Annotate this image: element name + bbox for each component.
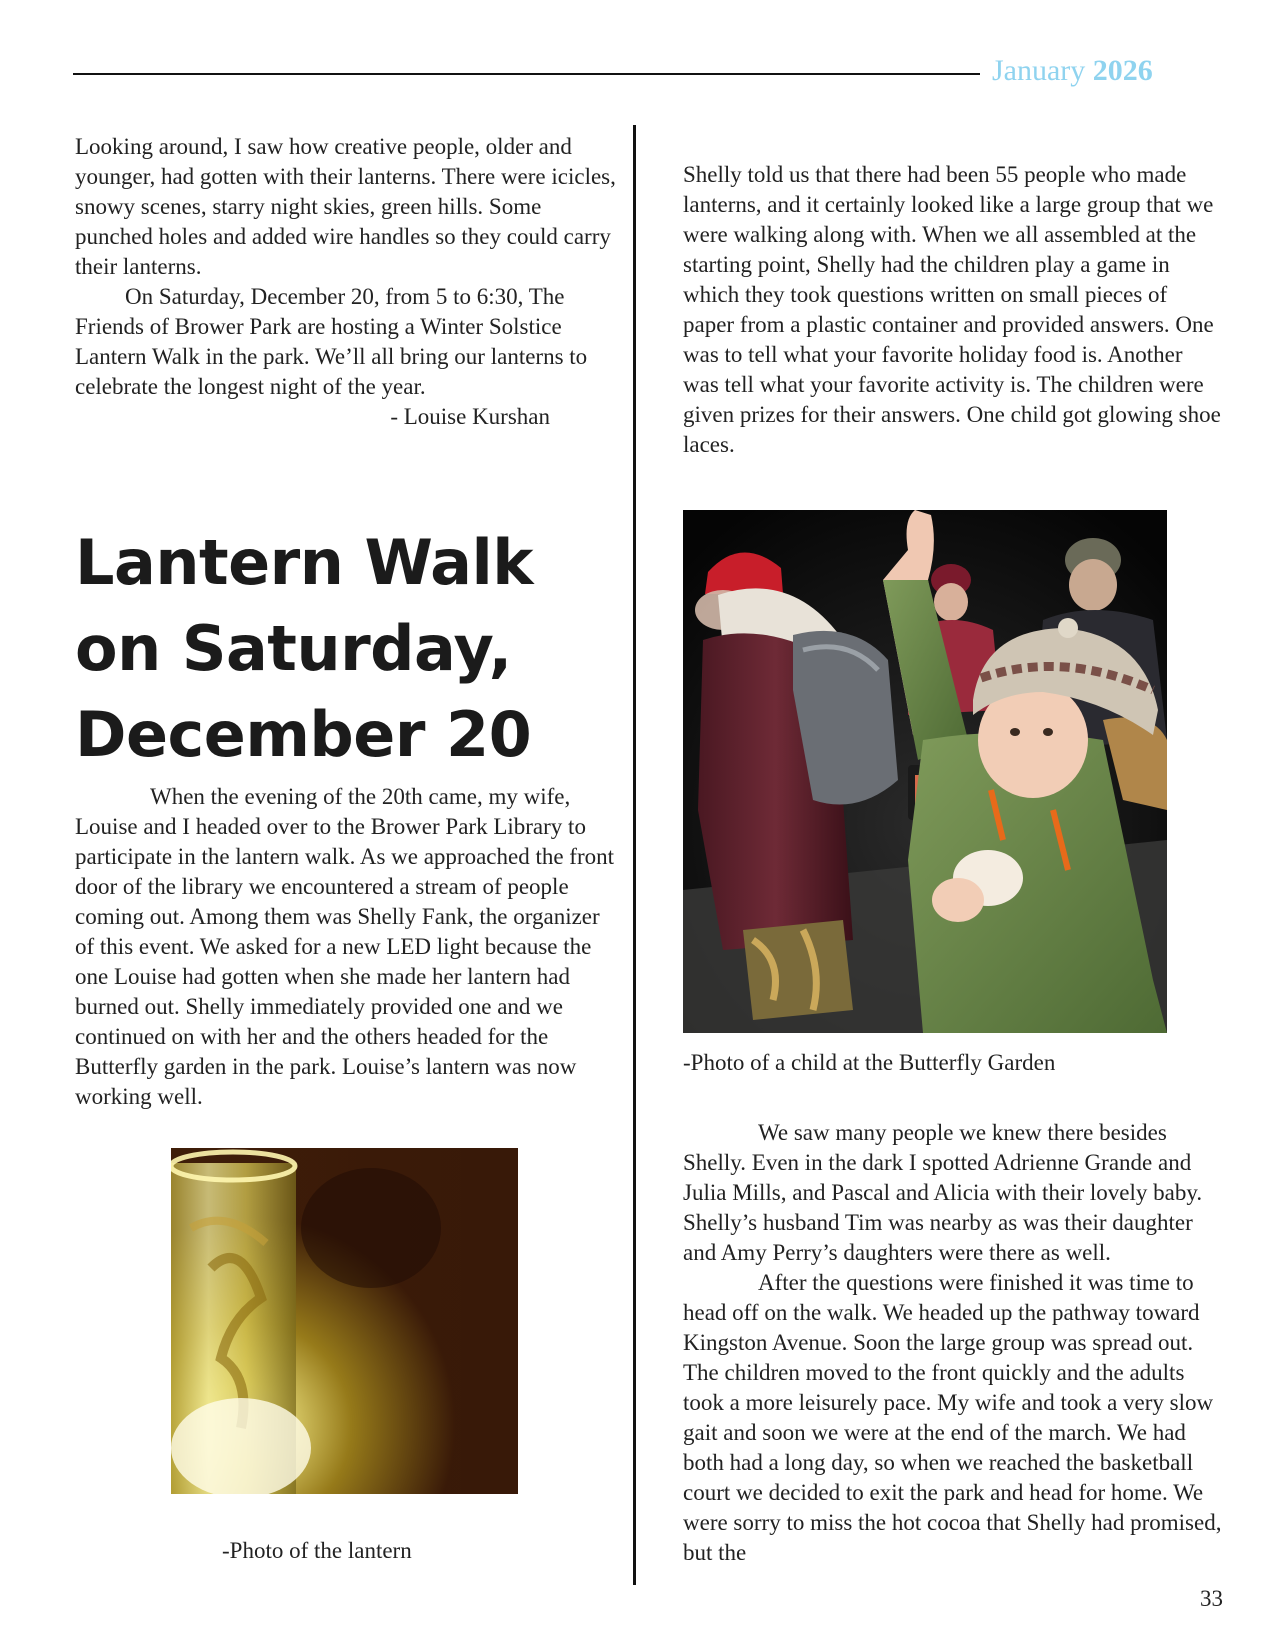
page-number: 33 [1200,1586,1223,1611]
lantern-photo [171,1148,518,1494]
article-headline: Lantern Walk on Saturday, December 20 [75,526,533,771]
intro-section [75,132,620,432]
article-paragraph-3: We saw many people we knew there besides Shelly. Even in the dark I spotted Adrienne Grande and Julia Mills, and Pascal and Alicia with their lovely baby. Shelly’s husband Tim was nearby as was their daughter and Amy Perry’s daughters were there as well. [683,1120,1203,1265]
header-rule [73,73,980,75]
article-body-left [75,782,620,1112]
article-paragraph-4: After the questions were finished it was time to head off on the walk. We headed up the pathway toward Kingston Avenue. Soon the large group was spread out. The children moved to the front quickly and the adults took a more leisurely pace. My wife and took a very slow gait and soon we were at the end of the march. We had both had a long day, so when we reached the basketball court we decided to exit the park and head for home. We were sorry to miss the hot cocoa that Shelly had promised, but the [683,1270,1222,1565]
issue-year: 2026 [1092,54,1153,87]
article-body-right-bottom [683,1118,1223,1568]
article-body-right-top [683,160,1223,460]
intro-paragraph-2: On Saturday, December 20, from 5 to 6:30, The Friends of Brower Park are hosting a Winter Solstice Lantern Walk in the park. We’ll all bring our lanterns to celebrate the longest night of the year. [75,284,588,399]
column-divider [633,125,636,1585]
lantern-photo-image [171,1148,518,1494]
issue-date [992,54,1153,88]
child-photo-image [683,510,1167,1033]
child-photo [683,510,1167,1033]
article-paragraph-2: Shelly told us that there had been 55 people who made lanterns, and it certainly looked like a large group that we were walking along with. When we all assembled at the starting point, Shelly had the children play a game in which they took questions written on small pieces of paper from a plastic container and provided answers. One was to tell what your favorite holiday food is. Another was tell what your favorite activity is. The children were given prizes for their answers. One child got glowing shoe laces. [683,162,1221,457]
lantern-photo-caption: -Photo of the lantern [222,1538,412,1563]
child-photo-caption: -Photo of a child at the Butterfly Garden [683,1050,1056,1075]
article-paragraph-1: When the evening of the 20th came, my wife, Louise and I headed over to the Brower Park Library to participate in the lantern walk. As we approached the front door of the library we encountered a stream of people coming out. Among them was Shelly Fank, the organizer of this event. We asked for a new LED light because the one Louise had gotten when she made her lantern had burned out. Shelly immediately provided one and we continued on with her and the others headed for the Butterfly garden in the park. Louise’s lantern was now working well. [75,784,615,1109]
author-signature: - Louise Kurshan [390,404,550,429]
intro-paragraph-1: Looking around, I saw how creative people, older and younger, had gotten with their lanterns. There were icicles, snowy scenes, starry night skies, green hills. Some punched holes and added wire handles so they could carry their lanterns. [75,134,616,279]
issue-month: January [992,54,1086,87]
